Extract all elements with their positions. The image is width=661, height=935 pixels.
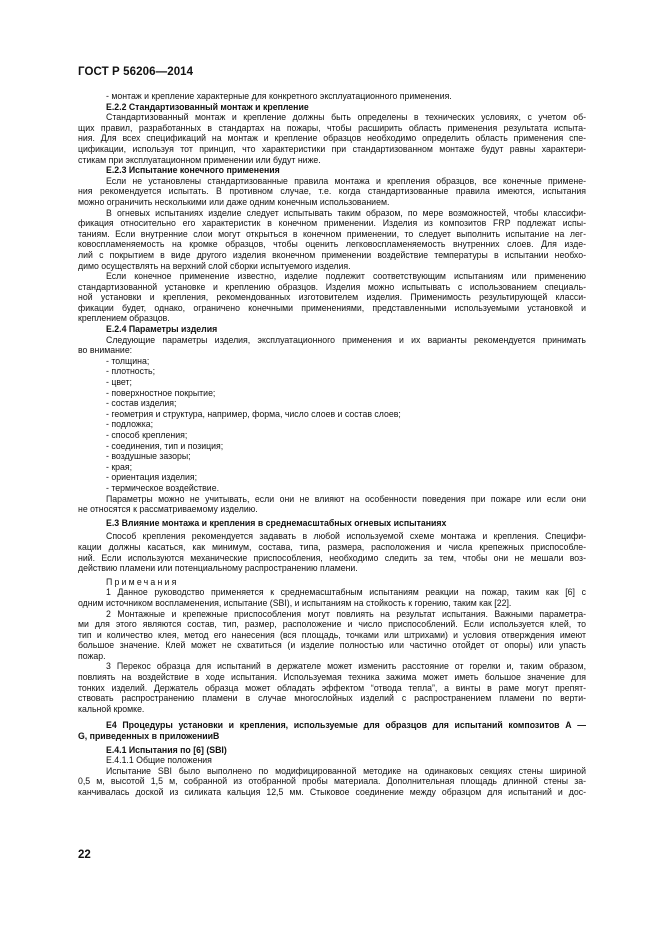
text-line: ной установки и крепления, рекомендованных изготовителем изделия. Применимость результирующей класси- bbox=[78, 292, 586, 303]
text-line: Если не установлены стандартизованные правила монтажа и крепления образцов, все конечные примене- bbox=[106, 175, 586, 186]
text-line: тип и количество клея, метод его нанесения (вся площадь, точками или штрихами) и условия отверждения имеют bbox=[78, 629, 586, 640]
list-item: - состав изделия; bbox=[106, 398, 177, 409]
list-item: - соединения, тип и позиция; bbox=[106, 440, 224, 451]
text-line: действию пламени или потенциальному распространению пламени. bbox=[78, 563, 358, 574]
text-line: Следующие параметры изделия, эксплуатационного применения и их варианты рекомендуется принимать bbox=[106, 334, 586, 345]
text-line: Испытание SBI было выполнено по модифицированной методике на одинаковых секциях стены шириной bbox=[106, 765, 586, 776]
text-line: Е.4.1.1 Общие положения bbox=[106, 755, 212, 766]
text-line: стикам при эксплуатационном применении или будут ниже. bbox=[78, 154, 321, 165]
list-item: - поверхностное покрытие; bbox=[106, 387, 216, 398]
list-item: - ориентация изделия; bbox=[106, 472, 198, 483]
section-heading: Е4 Процедуры установки и крепления, используемые для образцов для испытаний композитов А — bbox=[106, 720, 586, 731]
text-line: 1 Данное руководство применяется к среднемасштабным испытаниям реакции на пожар, таким как [6] с bbox=[106, 587, 586, 598]
text-line: В огневых испытаниях изделие следует испытывать таким образом, по мере возможностей, чтобы классифи- bbox=[106, 207, 586, 218]
text-line: большое значение. Клей может не схватиться (и изделие полностью или частично отойдет от опоры) или упасть bbox=[78, 640, 586, 651]
text-line: фикация относительно его характеристик в конечном применении. Изделия из композитов FRP подлежат испы- bbox=[78, 218, 586, 229]
text-line: лий с покрытием в виде другого изделия вконечном применении воздействие температуры в испытании необхо- bbox=[78, 249, 586, 260]
text-line: Если конечное применение известно, изделие подлежит соответствующим испытаниям или применению bbox=[106, 271, 586, 282]
text-line: 3 Перекос образца для испытаний в держателе может изменить расстояние от горелки и, таким образом, bbox=[106, 661, 586, 672]
text-line: можно ограничить несколькими или даже одним конечным использованием. bbox=[78, 196, 390, 207]
text-line: ствовать распространению пламени в случае многослойных изделий с распространением пламени по верти- bbox=[78, 693, 586, 704]
text-line: ния. Для всех спецификаций на монтаж и крепление образцов необходимо определить область применения спе- bbox=[78, 133, 586, 144]
text-line: димо осуществлять на верхний слой сборки испытуемого изделия. bbox=[78, 260, 351, 271]
list-item: - геометрия и структура, например, форма, число слоев и состав слоев; bbox=[106, 408, 401, 419]
text-line: ния рекомендуется испытать. В противном случае, т.е. когда стандартизованные правила имеются, испытания bbox=[78, 186, 586, 197]
text-line: фикации будет, однако, ограничено конечными применениями, представленными используемыми установкой и bbox=[78, 302, 586, 313]
list-item: - плотность; bbox=[106, 366, 156, 377]
text-line: кации должны касаться, как минимум, состава, типа, размера, расположения и числа крепежных приспособле- bbox=[78, 541, 586, 552]
text-line: пожар. bbox=[78, 650, 106, 661]
text-line: 0,5 м, высотой 1,5 м, собранной из отобранной пробы материала. Дополнительная площадь длинной стены за- bbox=[78, 776, 586, 787]
text-line: Параметры можно не учитывать, если они не влияют на особенности поведения при пожаре или если они bbox=[106, 493, 586, 504]
text-line: таниям. Если внутренние слои могут открыться в конечном применении, то следует выполнить испытание на лег- bbox=[78, 228, 586, 239]
text-line: тонких изделий. Держатель образца может обладать эффектом “отвода тепла”, а винты в раме могут препят- bbox=[78, 682, 586, 693]
text-line: одним источником воспламенения, испытание (SBI), и испытаниям на стойкость к горению, таким как [22]. bbox=[78, 597, 512, 608]
section-heading: Е.2.3 Испытание конечного применения bbox=[106, 165, 280, 176]
list-item: - способ крепления; bbox=[106, 430, 188, 440]
section-heading: Е.3 Влияние монтажа и крепления в среднемасштабных огневых испытаниях bbox=[106, 517, 447, 528]
list-item: - цвет; bbox=[106, 377, 132, 388]
text-line: щих правил, разработанных в стандартах на пожары, чтобы расширить область применения результата испыта- bbox=[78, 122, 586, 133]
text-line: ми для этого являются состав, тип, размер, расположение и число приспособлений. Если используется клей, то bbox=[78, 619, 586, 630]
text-line: ковоспламеняемость на кромке образцов, чтобы оценить легковоспламеняемость внутренних слоев. Для изде- bbox=[78, 239, 586, 250]
text-line: Способ крепления рекомендуется задавать в любой используемой схеме монтажа и крепления. Специфи- bbox=[106, 531, 586, 542]
text-line: во внимание: bbox=[78, 345, 133, 356]
notes-heading: Примечания bbox=[106, 576, 179, 587]
list-item: - края; bbox=[106, 461, 133, 472]
page-number: 22 bbox=[78, 849, 91, 861]
text-line: - монтаж и крепление характерные для конкретного эксплуатационного применения. bbox=[106, 91, 452, 101]
text-line: повлиять на воздействие в ходе испытания. Используемая техника зажима может иметь большое значение для bbox=[78, 672, 586, 683]
text-line: стандартизованной установке и креплению образцов. Изделия можно испытывать с использованием специаль- bbox=[78, 281, 586, 292]
text-line: кальной кромке. bbox=[78, 703, 145, 714]
text-line: Стандартизованный монтаж и крепление должны быть определены в технических условиях, с учетом об- bbox=[106, 112, 586, 123]
section-heading: G, приведенных в приложенииВ bbox=[78, 731, 220, 742]
text-line: ний. Если используются механические приспособления, необходимо следить за тем, чтобы они не мешали воз- bbox=[78, 552, 586, 563]
text-line: канчивалась доской из силиката кальция 12,5 мм. Стыковое соединение между образцом для испытаний и дос- bbox=[78, 787, 586, 797]
document-header-title: ГОСТ Р 56206—2014 bbox=[78, 66, 194, 78]
document-body bbox=[78, 91, 586, 798]
text-line: не относятся к рассматриваемому изделию. bbox=[78, 504, 258, 515]
text-line: цификации, используя тот принцип, что характеристики при стандартизованном монтаже будут равны характери- bbox=[78, 143, 586, 154]
list-item: - воздушные зазоры; bbox=[106, 451, 191, 462]
section-heading: Е.2.4 Параметры изделия bbox=[106, 324, 218, 335]
list-item: - подложка; bbox=[106, 419, 154, 430]
list-item: - термическое воздействие. bbox=[106, 482, 219, 493]
section-heading: Е.4.1 Испытания по [6] (SBI) bbox=[106, 744, 227, 755]
section-heading: Е.2.2 Стандартизованный монтаж и крепление bbox=[106, 101, 309, 112]
text-line: 2 Монтажные и крепежные приспособления могут повлиять на результат испытания. Важными параметра- bbox=[106, 608, 586, 619]
text-line: креплением образцов. bbox=[78, 313, 170, 324]
list-item: - толщина; bbox=[106, 355, 150, 366]
